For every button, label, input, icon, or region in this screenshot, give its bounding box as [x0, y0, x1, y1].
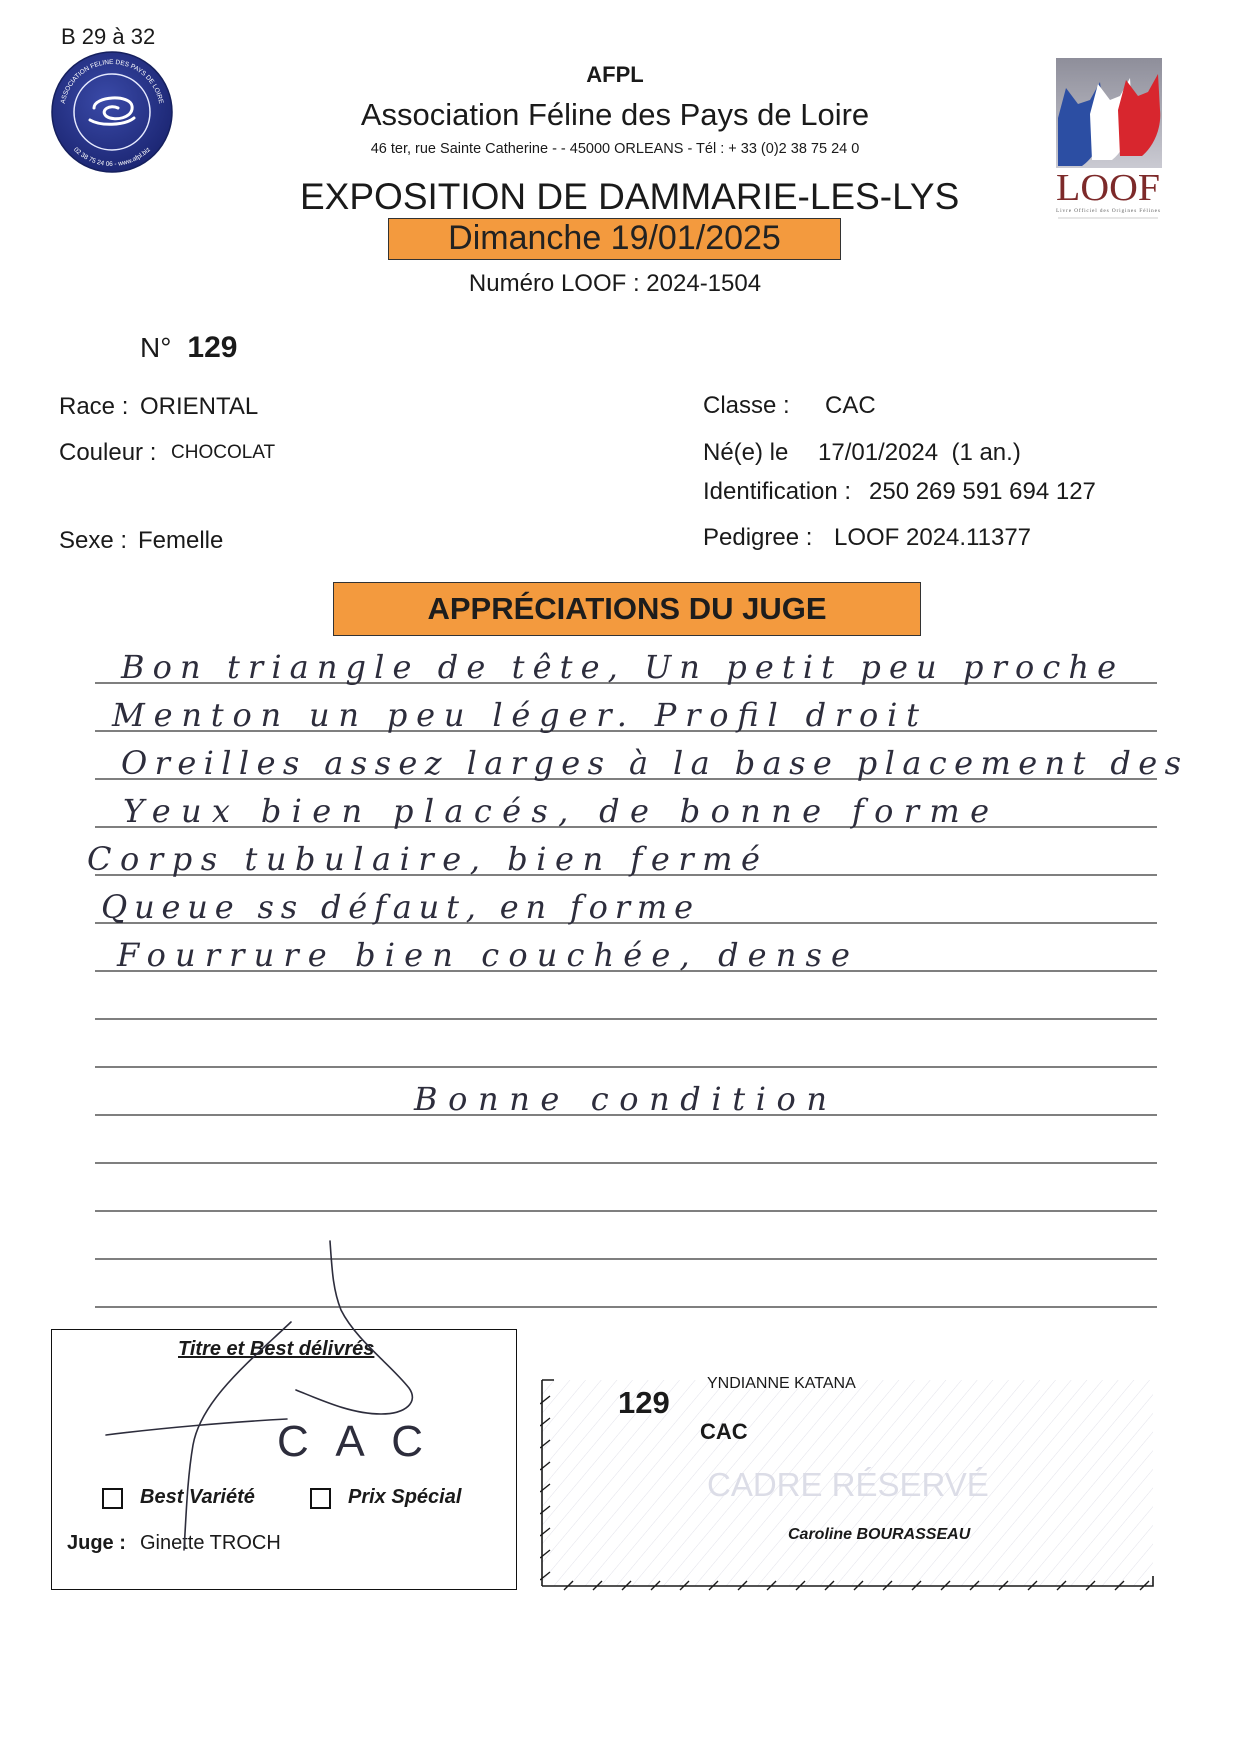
identification-value: 250 269 591 694 127 — [869, 478, 1096, 505]
association-address: 46 ter, rue Sainte Catherine - - 45000 ORLEANS - Tél : + 33 (0)2 38 75 24 0 — [370, 141, 860, 157]
judge-name: Ginette TROCH — [140, 1532, 281, 1554]
awards-box — [51, 1329, 517, 1590]
reserved-cat-name: YNDIANNE KATANA — [707, 1375, 856, 1392]
entry-number-value: 129 — [187, 331, 238, 364]
handwritten-title-awarded: CAC — [277, 1417, 423, 1466]
best-variety-label: Best Variété — [140, 1486, 255, 1508]
sheet-reference: B 29 à 32 — [61, 24, 156, 49]
race-value: ORIENTAL — [140, 393, 259, 420]
color-value: CHOCOLAT — [171, 442, 276, 463]
handwritten-closing-note: Bonne condition — [414, 1080, 827, 1118]
sex-label: Sexe : — [59, 527, 128, 554]
handwritten-line: Oreilles assez larges à la base placement des — [121, 744, 1181, 782]
sex-value: Femelle — [138, 527, 224, 554]
loof-tagline: Livre Officiel des Origines Félines — [1056, 208, 1160, 214]
birth-date-label: Né(e) le — [703, 439, 789, 466]
class-value: CAC — [825, 392, 876, 419]
event-date-banner: Dimanche 19/01/2025 — [388, 218, 841, 260]
reserved-frame — [540, 1375, 1155, 1592]
handwritten-line: Fourrure bien couchée, dense — [117, 936, 850, 974]
handwritten-line: Yeux bien placés, de bonne forme — [123, 792, 990, 830]
reserved-entry-number: 129 — [618, 1385, 670, 1420]
special-prize-label: Prix Spécial — [348, 1486, 462, 1508]
class-label: Classe : — [703, 392, 790, 419]
handwritten-line: Menton un peu léger. Profil droit — [112, 696, 920, 734]
loof-logo — [1050, 54, 1166, 222]
judge-label: Juge : — [67, 1532, 126, 1554]
reserved-class: CAC — [700, 1419, 748, 1444]
appreciation-lined-area — [0, 640, 1240, 1340]
association-name: Association Féline des Pays de Loire — [360, 97, 870, 132]
handwritten-line: Corps tubulaire, bien fermé — [87, 840, 760, 878]
best-variety-checkbox — [102, 1488, 123, 1509]
awards-title: Titre et Best délivrés — [178, 1338, 375, 1360]
afpl-seal-logo — [50, 50, 174, 174]
handwritten-line: Queue ss défaut, en forme — [101, 888, 693, 926]
special-prize-checkbox — [310, 1488, 331, 1509]
reserved-steward-name: Caroline BOURASSEAU — [788, 1526, 971, 1543]
pedigree-label: Pedigree : — [703, 524, 813, 551]
pedigree-value: LOOF 2024.11377 — [834, 524, 1032, 551]
handwritten-line: Bon triangle de tête, Un petit peu proche — [121, 648, 1116, 686]
seal-ring-text-bottom: 02 38 75 24 06 - www.afpl.biz — [72, 146, 152, 169]
race-label: Race : — [59, 393, 129, 420]
loof-wordmark: LOOF — [1056, 167, 1160, 209]
color-label: Couleur : — [59, 439, 157, 466]
birth-date-value: 17/01/2024 (1 an.) — [818, 439, 1021, 466]
seal-disk — [52, 52, 172, 172]
appreciation-title-banner: APPRÉCIATIONS DU JUGE — [333, 582, 921, 636]
entry-number-label: N° — [140, 332, 172, 363]
loof-event-number: Numéro LOOF : 2024-1504 — [468, 270, 762, 297]
seal-ring-text-top: ASSOCIATION FELINE DES PAYS DE LOIRE — [59, 58, 165, 105]
event-title: EXPOSITION DE DAMMARIE-LES-LYS — [300, 176, 960, 217]
reserved-frame-watermark: CADRE RÉSERVÉ — [707, 1466, 989, 1503]
identification-label: Identification : — [703, 478, 852, 505]
entry-number — [140, 329, 237, 367]
association-acronym: AFPL — [586, 62, 644, 87]
